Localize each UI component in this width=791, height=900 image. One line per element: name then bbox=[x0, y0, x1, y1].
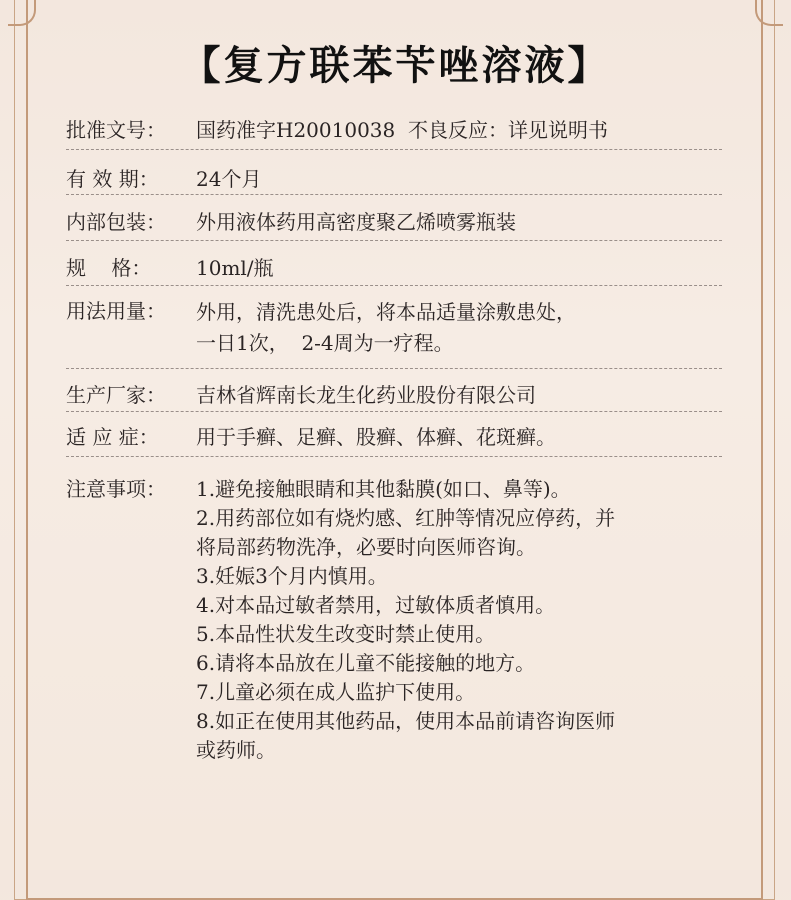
row-value bbox=[196, 114, 722, 149]
row-label: 适 应 症： bbox=[66, 425, 159, 449]
row-value bbox=[196, 163, 722, 194]
row-approval-number bbox=[66, 104, 722, 150]
row-value bbox=[196, 475, 722, 765]
row-indications bbox=[66, 412, 722, 457]
row-value-line: 用于手癣、足癣、股癣、体癣、花斑癣。 bbox=[196, 425, 556, 449]
precaution-line: 2.用药部位如有烧灼感、红肿等情况应停药，并 bbox=[196, 506, 616, 530]
row-dosage bbox=[66, 286, 722, 369]
row-value-line: 外用液体药用高密度聚乙烯喷雾瓶装 bbox=[196, 210, 516, 234]
precaution-line: 8.如正在使用其他药品，使用本品前请咨询医师 bbox=[196, 709, 616, 733]
row-validity bbox=[66, 150, 722, 195]
precaution-line: 或药师。 bbox=[196, 738, 276, 762]
precaution-line: 3.妊娠3个月内慎用。 bbox=[196, 564, 388, 588]
precaution-line: 7.儿童必须在成人监护下使用。 bbox=[196, 680, 476, 704]
precaution-line: 5.本品性状发生改变时禁止使用。 bbox=[196, 622, 496, 646]
row-precautions bbox=[66, 457, 722, 765]
row-value-line: 24个月 bbox=[196, 167, 262, 191]
precaution-line: 6.请将本品放在儿童不能接触的地方。 bbox=[196, 651, 536, 675]
row-value-line: 一日1次， 2-4周为一疗程。 bbox=[196, 331, 454, 355]
row-value-line: 国药准字H20010038 不良反应：详见说明书 bbox=[196, 118, 608, 142]
row-value bbox=[196, 421, 722, 456]
row-label: 用法用量： bbox=[66, 299, 166, 323]
row-value-line: 10ml/瓶 bbox=[196, 256, 274, 280]
row-value bbox=[196, 297, 722, 368]
row-packaging bbox=[66, 195, 722, 241]
row-value bbox=[196, 252, 722, 285]
row-manufacturer bbox=[66, 369, 722, 412]
row-label: 内部包装： bbox=[66, 210, 166, 234]
row-value-line: 外用，清洗患处后，将本品适量涂敷患处， bbox=[196, 300, 576, 324]
info-table bbox=[66, 104, 722, 765]
row-label: 有 效 期： bbox=[66, 167, 159, 191]
precaution-line: 1.避免接触眼睛和其他黏膜(如口、鼻等)。 bbox=[196, 477, 571, 501]
row-value bbox=[196, 379, 722, 411]
row-label: 生产厂家： bbox=[66, 383, 166, 407]
row-value-line: 吉林省辉南长龙生化药业股份有限公司 bbox=[196, 383, 536, 407]
product-title: 【复方联苯苄唑溶液】 bbox=[180, 42, 611, 89]
row-label: 批准文号： bbox=[66, 118, 166, 142]
row-value bbox=[196, 206, 722, 240]
row-specification bbox=[66, 241, 722, 286]
precaution-line: 4.对本品过敏者禁用，过敏体质者慎用。 bbox=[196, 593, 556, 617]
row-label: 注意事项： bbox=[66, 477, 166, 501]
precaution-line: 将局部药物洗净，必要时向医师咨询。 bbox=[196, 535, 536, 559]
row-label: 规 格： bbox=[66, 256, 152, 280]
